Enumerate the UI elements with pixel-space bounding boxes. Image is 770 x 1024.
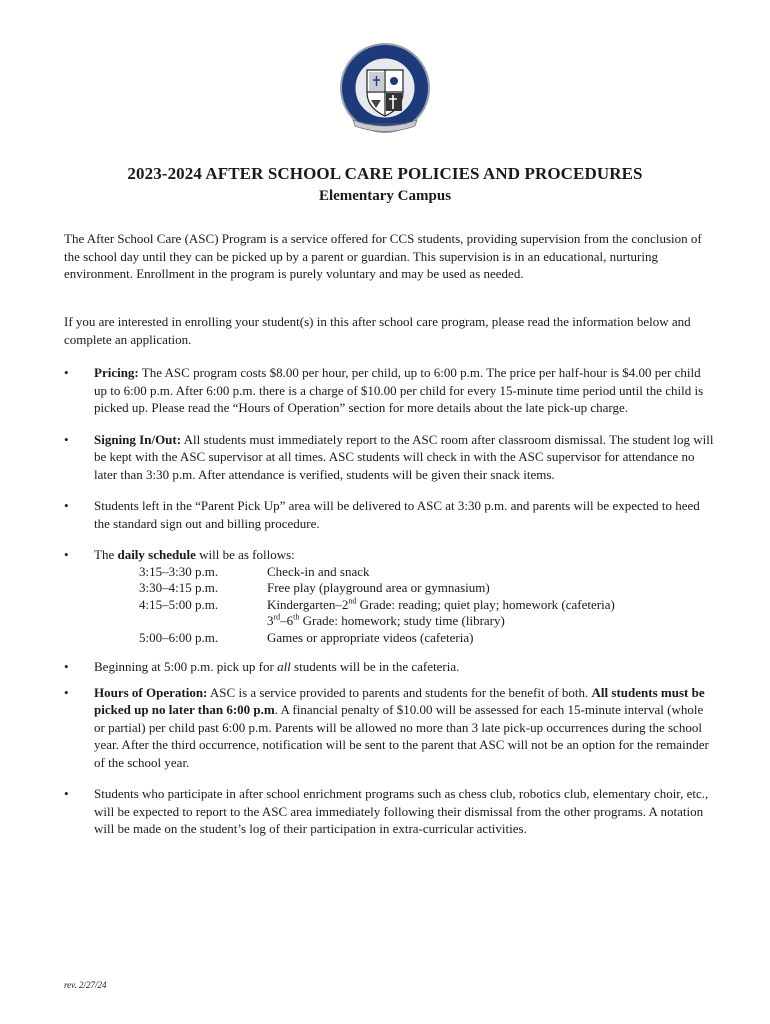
schedule-row bbox=[94, 580, 714, 597]
pickup-location-text: Beginning at 5:00 p.m. pick up for all students will be in the cafeteria. bbox=[94, 659, 460, 674]
school-seal bbox=[335, 40, 435, 140]
schedule-row bbox=[94, 630, 714, 647]
page-title: 2023-2024 AFTER SCHOOL CARE POLICIES AND PROCEDURES bbox=[127, 164, 643, 183]
bullet-icon: • bbox=[64, 498, 69, 513]
bullet-icon: • bbox=[64, 786, 69, 801]
enrichment-text: Students who participate in after school enrichment programs such as chess club, robotics club, elementary choir, etc., will be expected to report to the ASC area immediately following their dismissal from the other programs. A notation will be made on the student’s log of their participation in extra-curricular activities. bbox=[94, 786, 709, 836]
bullet-icon: • bbox=[64, 431, 69, 447]
schedule-activity: 3rd–6th Grade: homework; study time (library) bbox=[267, 612, 505, 628]
schedule-activity: Kindergarten–2nd Grade: reading; quiet play; homework (cafeteria) bbox=[267, 596, 615, 612]
signing-label: Signing In/Out: bbox=[94, 431, 182, 447]
schedule-activity: Games or appropriate videos (cafeteria) bbox=[267, 629, 474, 645]
school-seal-icon bbox=[335, 40, 435, 140]
schedule-activity: Check-in and snack bbox=[267, 563, 370, 579]
list-item-signing bbox=[64, 431, 714, 484]
schedule-row bbox=[94, 613, 714, 630]
bullet-icon: • bbox=[64, 684, 69, 700]
list-item-enrichment bbox=[64, 785, 714, 838]
policy-list bbox=[64, 364, 714, 838]
pricing-label: Pricing: bbox=[94, 365, 139, 380]
list-item-schedule bbox=[64, 546, 714, 646]
schedule-activity: Free play (playground area or gymnasium) bbox=[267, 580, 490, 595]
intro-paragraph-1: The After School Care (ASC) Program is a service offered for CCS students, providing supervision from the conclusion of the school day until they can be picked up by a parent or guardian. This supervision is in an educational, nurturing environment. Enrollment in the program is purely voluntary and may be used as needed. bbox=[64, 231, 702, 281]
page-subtitle: Elementary Campus bbox=[318, 188, 452, 204]
schedule-time bbox=[94, 613, 267, 630]
schedule-row bbox=[94, 597, 714, 614]
schedule-intro: The daily schedule will be as follows: bbox=[94, 547, 295, 562]
list-item-pricing bbox=[64, 364, 714, 417]
hours-deadline: All students must be picked up no later than 6:00 p.m bbox=[94, 684, 705, 717]
pricing-text: The ASC program costs $8.00 per hour, per child, up to 6:00 p.m. The price per half-hour is $4.00 per child up to 6:00 p.m. After 6:00 p.m. there is a charge of $10.00 per child for every 15-minute time period until the child is picked up. Please read the “Hours of Operation” section for more details about the late pick-up charge. bbox=[94, 365, 704, 415]
hours-label: Hours of Operation: bbox=[94, 684, 208, 700]
list-item-pickup-location bbox=[64, 658, 714, 676]
schedule-time: 5:00–6:00 p.m. bbox=[139, 629, 219, 645]
parent-pickup-text: Students left in the “Parent Pick Up” area will be delivered to ASC at 3:30 p.m. and parents will be expected to heed the standard sign out and billing procedure. bbox=[94, 498, 700, 531]
schedule-row bbox=[94, 564, 714, 581]
schedule-table bbox=[94, 564, 714, 647]
revision-date: rev. 2/27/24 bbox=[64, 980, 107, 990]
schedule-time: 4:15–5:00 p.m. bbox=[139, 596, 219, 612]
schedule-time: 3:30–4:15 p.m. bbox=[139, 580, 219, 595]
bullet-icon: • bbox=[64, 547, 69, 562]
bullet-icon: • bbox=[64, 659, 69, 674]
signing-text: All students must immediately report to the ASC room after classroom dismissal. The student log will be kept with the ASC supervisor at all times. ASC students will check in with the ASC supervisor for attendance no later than 3:30 p.m. After attendance is verified, students will be given their snack items. bbox=[94, 431, 714, 482]
schedule-time: 3:15–3:30 p.m. bbox=[139, 563, 219, 579]
list-item-hours: • Hours of Operation: ASC is a service provided to parents and students for the benefit of both. All students must be picked up no later than 6:00 p.m. A financial penalty of $10.00 will be assessed for each 15-minute interval (whole or partial) per child past 6:00 p.m. Parents will be allowed no more than 3 late pick-up occurrences during the school year. After the third occurrence, notification will be sent to the parent that ASC will not be an option for the remainder of the school year. bbox=[64, 684, 709, 770]
intro-paragraph-2: If you are interested in enrolling your student(s) in this after school care program, please read the information below and complete an application. bbox=[64, 314, 691, 347]
bullet-icon: • bbox=[64, 365, 69, 380]
list-item-parent-pickup bbox=[64, 497, 714, 532]
